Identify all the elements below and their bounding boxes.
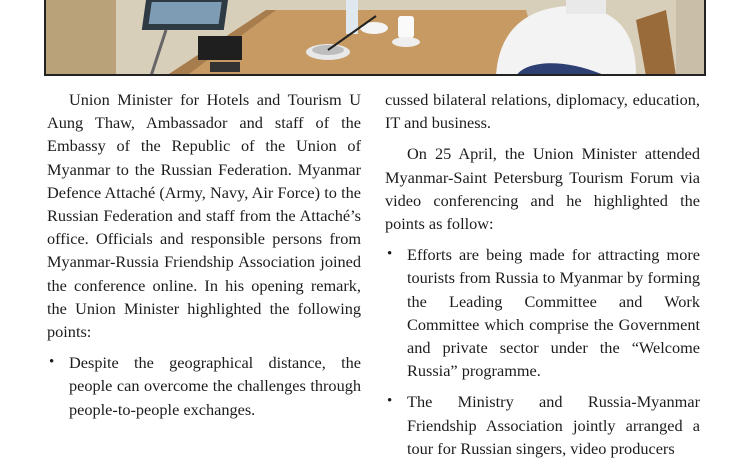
bullet-icon: • <box>49 354 55 371</box>
bullet-list <box>47 351 361 421</box>
bullet-list <box>385 243 700 460</box>
article-column-right <box>385 88 700 468</box>
continued-paragraph: cussed bilateral relations, diplomacy, education, IT and business. <box>385 90 700 133</box>
body-paragraph: On 25 April, the Union Minister attended Myanmar-Saint Petersburg Tourism Forum via video conferencing and he highlighted the points as follow: <box>385 144 700 234</box>
list-item-text: The Ministry and Russia-Myanmar Friendship Association jointly arranged a tour for Russian singers, video producers <box>407 392 700 458</box>
bullet-icon: • <box>387 393 393 410</box>
article-photo <box>44 0 706 76</box>
bullet-icon: • <box>387 246 393 263</box>
article-column-left <box>47 88 361 429</box>
list-item <box>47 351 361 421</box>
list-item-text: Despite the geographical distance, the people can overcome the challenges through people-to-people exchanges. <box>69 353 361 419</box>
list-item <box>385 243 700 382</box>
list-item <box>385 390 700 460</box>
meeting-room-photo <box>46 0 706 76</box>
body-paragraph: Union Minister for Hotels and Tourism U Aung Thaw, Ambassador and staff of the Embassy of the Republic of the Union of Myanmar to the Russian Federation. Myanmar Defence Attaché (Army, Navy, Air Force) to the Russian Federation and staff from the Attaché’s office. Officials and responsible persons from Myanmar-Russia Friendship Association joined the conference online. In his opening remark, the Union Minister highlighted the following points: <box>47 90 361 342</box>
list-item-text: Efforts are being made for attracting more tourists from Russia to Myanmar by forming the Leading Committee and Work Committee which comprise the Government and private sector under the “Welcome Russia” programme. <box>407 245 700 381</box>
